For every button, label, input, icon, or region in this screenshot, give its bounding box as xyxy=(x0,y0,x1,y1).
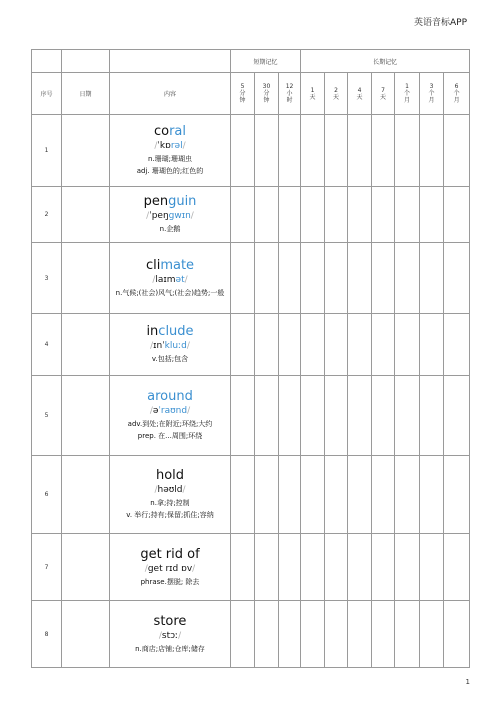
phonetic xyxy=(110,563,230,576)
vocab-word xyxy=(110,194,230,210)
row-index: 2 xyxy=(32,187,62,243)
review-check-cell[interactable] xyxy=(325,456,348,534)
interval-header xyxy=(279,73,301,115)
review-check-cell[interactable] xyxy=(231,456,255,534)
interval-header xyxy=(372,73,395,115)
review-check-cell[interactable] xyxy=(444,376,470,456)
review-check-cell[interactable] xyxy=(372,601,395,668)
phonetic-slash: / xyxy=(187,406,191,416)
text-segment: clude xyxy=(158,324,194,339)
text-segment: store xyxy=(153,613,187,629)
phonetic xyxy=(110,484,230,497)
review-check-cell[interactable] xyxy=(279,243,301,314)
phonetic xyxy=(110,340,230,353)
vocab-word xyxy=(110,614,230,630)
date-cell[interactable] xyxy=(62,601,110,668)
memory-table xyxy=(31,49,470,668)
text-segment: ˈpeŋ xyxy=(149,211,169,221)
review-check-cell[interactable] xyxy=(279,187,301,243)
interval-header xyxy=(255,73,279,115)
date-cell[interactable] xyxy=(62,314,110,376)
review-check-cell[interactable] xyxy=(279,376,301,456)
interval-header xyxy=(420,73,444,115)
content-cell xyxy=(110,601,231,668)
meaning: v. 举行;持有;保留;抓住;容纳 xyxy=(126,511,214,519)
review-check-cell[interactable] xyxy=(348,314,372,376)
review-check-cell[interactable] xyxy=(255,601,279,668)
interval-unit: 天 xyxy=(333,93,340,101)
meaning: adj. 珊瑚色的;红色的 xyxy=(136,167,204,175)
meaning: n.气候;(社会)风气;(社会)趋势;一般 xyxy=(115,288,225,297)
text-segment: laɪm xyxy=(155,274,176,285)
date-cell[interactable] xyxy=(62,456,110,534)
phonetic xyxy=(110,140,230,153)
vocab-word xyxy=(110,389,230,405)
interval-header xyxy=(444,73,470,115)
phonetic-slash: / xyxy=(146,211,150,221)
phonetic xyxy=(110,405,230,418)
table-row xyxy=(32,243,470,314)
meaning: n.拿;持;控制 xyxy=(150,499,190,507)
review-check-cell[interactable] xyxy=(420,187,444,243)
review-check-cell[interactable] xyxy=(279,534,301,601)
review-check-cell[interactable] xyxy=(325,601,348,668)
text-segment: get rɪd ɒv xyxy=(147,563,193,574)
interval-unit: 个 xyxy=(453,90,460,97)
interval-unit: 分 xyxy=(263,90,270,97)
meaning: phrase.摆脱; 除去 xyxy=(140,577,200,586)
col-date-header: 日期 xyxy=(62,73,110,115)
review-check-cell[interactable] xyxy=(348,601,372,668)
vocab-word xyxy=(110,324,230,340)
text-segment: stɔː xyxy=(161,630,179,641)
review-check-cell[interactable] xyxy=(372,534,395,601)
review-check-cell[interactable] xyxy=(348,243,372,314)
row-index: 8 xyxy=(32,601,62,668)
date-cell[interactable] xyxy=(62,534,110,601)
row-index: 4 xyxy=(32,314,62,376)
review-check-cell[interactable] xyxy=(231,534,255,601)
interval-unit: 天 xyxy=(380,93,387,101)
row-index: 6 xyxy=(32,456,62,534)
review-check-cell[interactable] xyxy=(325,187,348,243)
table-row xyxy=(32,376,470,456)
app-name: 英语音标APP xyxy=(413,18,467,28)
review-check-cell[interactable] xyxy=(444,187,470,243)
row-index: 7 xyxy=(32,534,62,601)
interval-number: 1 xyxy=(405,83,409,90)
text-segment: a xyxy=(147,389,156,404)
text-segment: ə xyxy=(152,406,159,416)
interval-number: 4 xyxy=(357,86,362,94)
review-check-cell[interactable] xyxy=(325,376,348,456)
phonetic-slash: / xyxy=(154,485,158,495)
review-check-cell[interactable] xyxy=(420,115,444,187)
content-cell xyxy=(110,376,231,456)
review-check-cell[interactable] xyxy=(372,187,395,243)
review-check-cell[interactable] xyxy=(444,456,470,534)
phonetic-slash: / xyxy=(158,630,162,641)
interval-unit: 分 xyxy=(239,90,246,97)
review-check-cell[interactable] xyxy=(348,376,372,456)
text-segment: ɪnˈ xyxy=(153,341,165,351)
review-check-cell[interactable] xyxy=(231,314,255,376)
interval-header xyxy=(348,73,372,115)
review-check-cell[interactable] xyxy=(255,534,279,601)
date-cell[interactable] xyxy=(62,115,110,187)
text-segment: gwɪn xyxy=(168,211,191,221)
review-check-cell[interactable] xyxy=(444,243,470,314)
review-check-cell[interactable] xyxy=(420,376,444,456)
content-cell xyxy=(110,115,231,187)
review-check-cell[interactable] xyxy=(395,187,420,243)
review-check-cell[interactable] xyxy=(444,534,470,601)
text-segment: cli xyxy=(145,257,161,273)
review-check-cell[interactable] xyxy=(395,456,420,534)
phonetic-slash: / xyxy=(154,141,158,151)
interval-unit: 小 xyxy=(286,90,293,97)
review-check-cell[interactable] xyxy=(279,314,301,376)
review-check-cell[interactable] xyxy=(348,456,372,534)
row-index: 3 xyxy=(32,243,62,314)
review-check-cell[interactable] xyxy=(348,534,372,601)
phonetic-slash: / xyxy=(186,341,190,351)
phonetic-slash: / xyxy=(190,211,194,221)
review-check-cell[interactable] xyxy=(444,601,470,668)
phonetic-slash: / xyxy=(192,563,196,574)
phonetic-slash: / xyxy=(178,630,182,641)
review-check-cell[interactable] xyxy=(301,243,325,314)
text-segment: hold xyxy=(155,468,185,483)
interval-number: 30 xyxy=(262,83,271,90)
interval-number: 1 xyxy=(310,86,315,94)
review-check-cell[interactable] xyxy=(231,376,255,456)
review-check-cell[interactable] xyxy=(395,376,420,456)
interval-number: 3 xyxy=(429,83,434,90)
phonetic-slash: / xyxy=(150,341,154,351)
review-check-cell[interactable] xyxy=(444,314,470,376)
text-segment: co xyxy=(153,124,170,139)
review-check-cell[interactable] xyxy=(420,534,444,601)
review-check-cell[interactable] xyxy=(325,115,348,187)
text-segment: ət xyxy=(175,274,185,285)
date-cell[interactable] xyxy=(62,187,110,243)
table-row xyxy=(32,187,470,243)
phonetic-slash: / xyxy=(184,274,188,285)
phonetic xyxy=(110,630,230,643)
row-index: 1 xyxy=(32,115,62,187)
text-segment: round xyxy=(155,389,193,404)
group-long-term: 长期记忆 xyxy=(301,50,470,73)
meaning: n.商店;店铺;仓库;储存 xyxy=(135,644,205,653)
header-row-groups xyxy=(32,50,470,73)
review-check-cell[interactable] xyxy=(301,314,325,376)
review-check-cell[interactable] xyxy=(395,115,420,187)
review-check-cell[interactable] xyxy=(231,187,255,243)
text-segment: rəl xyxy=(170,141,183,151)
table-row xyxy=(32,601,470,668)
review-check-cell[interactable] xyxy=(255,115,279,187)
review-check-cell[interactable] xyxy=(325,534,348,601)
interval-unit: 天 xyxy=(309,93,316,101)
phonetic xyxy=(110,274,230,287)
interval-number: 2 xyxy=(334,86,338,94)
review-check-cell[interactable] xyxy=(444,115,470,187)
interval-header xyxy=(301,73,325,115)
text-segment: ˈraʊnd xyxy=(158,406,188,416)
interval-unit: 月 xyxy=(428,97,435,104)
text-segment: ral xyxy=(169,124,187,139)
review-check-cell[interactable] xyxy=(325,243,348,314)
review-check-cell[interactable] xyxy=(255,187,279,243)
text-segment: kluːd xyxy=(164,341,187,351)
review-check-cell[interactable] xyxy=(255,243,279,314)
review-check-cell[interactable] xyxy=(420,601,444,668)
interval-unit: 钟 xyxy=(263,97,270,104)
review-check-cell[interactable] xyxy=(420,456,444,534)
interval-header xyxy=(231,73,255,115)
review-check-cell[interactable] xyxy=(372,456,395,534)
header-row-columns xyxy=(32,73,470,115)
content-cell xyxy=(110,456,231,534)
review-check-cell[interactable] xyxy=(420,314,444,376)
meaning: v.包括;包含 xyxy=(151,355,189,363)
blank-cell xyxy=(110,50,231,73)
review-check-cell[interactable] xyxy=(255,376,279,456)
text-segment: pen xyxy=(143,194,169,209)
content-cell xyxy=(110,534,231,601)
review-check-cell[interactable] xyxy=(395,314,420,376)
blank-cell xyxy=(32,50,62,73)
interval-number: 6 xyxy=(454,83,459,90)
review-check-cell[interactable] xyxy=(279,601,301,668)
text-segment: həʊld xyxy=(157,485,183,495)
review-check-cell[interactable] xyxy=(231,601,255,668)
review-check-cell[interactable] xyxy=(301,456,325,534)
text-segment: guin xyxy=(168,194,197,209)
interval-number: 7 xyxy=(381,86,385,94)
vocab-word xyxy=(110,468,230,484)
review-check-cell[interactable] xyxy=(279,456,301,534)
review-check-cell[interactable] xyxy=(395,601,420,668)
blank-cell xyxy=(62,50,110,73)
interval-unit: 个 xyxy=(428,90,435,97)
review-check-cell[interactable] xyxy=(395,534,420,601)
interval-number: 5 xyxy=(240,83,245,90)
interval-unit: 天 xyxy=(356,93,363,101)
vocab-word xyxy=(110,258,230,274)
review-check-cell[interactable] xyxy=(301,376,325,456)
review-check-cell[interactable] xyxy=(372,376,395,456)
review-check-cell[interactable] xyxy=(231,243,255,314)
interval-unit: 月 xyxy=(453,97,460,104)
vocab-word xyxy=(110,547,230,563)
text-segment: in xyxy=(146,324,159,339)
meaning: n.企鹅 xyxy=(159,225,181,233)
interval-header xyxy=(325,73,348,115)
meaning: prep. 在...周围;环绕 xyxy=(137,432,203,440)
review-check-cell[interactable] xyxy=(301,534,325,601)
review-check-cell[interactable] xyxy=(279,115,301,187)
review-check-cell[interactable] xyxy=(255,456,279,534)
interval-unit: 时 xyxy=(286,97,293,104)
phonetic-slash: / xyxy=(182,141,186,151)
page-number: 1 xyxy=(465,678,470,686)
table-row xyxy=(32,456,470,534)
review-check-cell[interactable] xyxy=(395,243,420,314)
review-check-cell[interactable] xyxy=(372,243,395,314)
table-row xyxy=(32,534,470,601)
text-segment: get rid of xyxy=(140,546,200,562)
col-index-header: 序号 xyxy=(32,73,62,115)
review-check-cell[interactable] xyxy=(231,115,255,187)
review-check-cell[interactable] xyxy=(255,314,279,376)
table-row xyxy=(32,115,470,187)
text-segment: mate xyxy=(160,257,195,273)
vocab-word xyxy=(110,124,230,140)
interval-header xyxy=(395,73,420,115)
review-check-cell[interactable] xyxy=(372,115,395,187)
interval-unit: 月 xyxy=(404,97,411,104)
date-cell[interactable] xyxy=(62,376,110,456)
table-row xyxy=(32,314,470,376)
content-cell xyxy=(110,314,231,376)
date-cell[interactable] xyxy=(62,243,110,314)
row-index: 5 xyxy=(32,376,62,456)
review-check-cell[interactable] xyxy=(348,115,372,187)
review-check-cell[interactable] xyxy=(348,187,372,243)
interval-unit: 钟 xyxy=(239,97,246,104)
review-check-cell[interactable] xyxy=(301,187,325,243)
col-content-header: 内容 xyxy=(110,73,231,115)
meaning: n.珊瑚;珊瑚虫 xyxy=(147,155,193,163)
meaning: adv.到处;在附近;环绕;大约 xyxy=(127,420,213,428)
phonetic-slash: / xyxy=(149,406,153,416)
content-cell xyxy=(110,243,231,314)
review-check-cell[interactable] xyxy=(420,243,444,314)
group-short-term: 短期记忆 xyxy=(231,50,301,73)
review-check-cell[interactable] xyxy=(301,601,325,668)
phonetic-slash: / xyxy=(144,563,148,574)
interval-number: 12 xyxy=(285,83,294,90)
phonetic-slash: / xyxy=(152,274,156,285)
phonetic xyxy=(110,210,230,223)
review-check-cell[interactable] xyxy=(372,314,395,376)
review-check-cell[interactable] xyxy=(301,115,325,187)
interval-unit: 个 xyxy=(404,90,411,97)
review-check-cell[interactable] xyxy=(325,314,348,376)
content-cell xyxy=(110,187,231,243)
text-segment: ˈkɒ xyxy=(157,141,171,151)
phonetic-slash: / xyxy=(182,485,186,495)
